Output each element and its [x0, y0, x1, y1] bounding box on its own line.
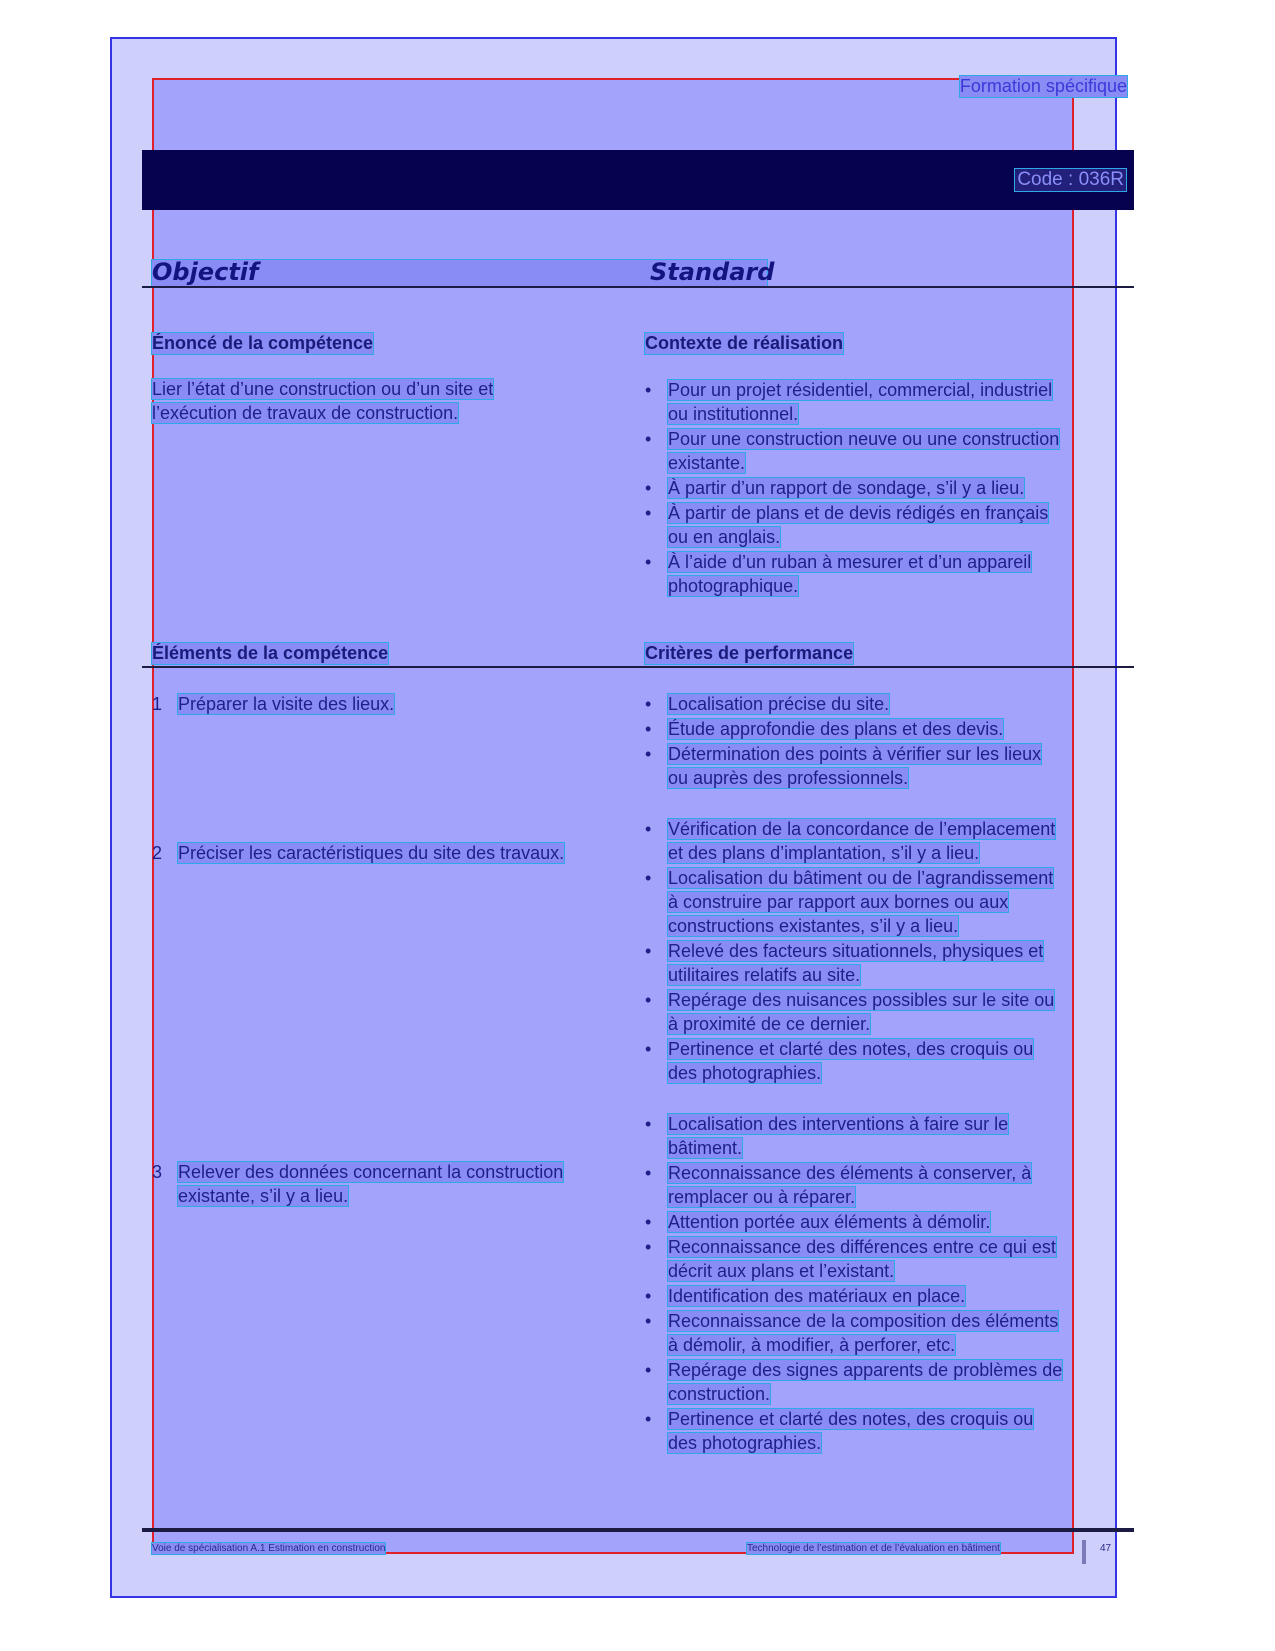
list-item: • Attention portée aux éléments à démolir. [645, 1210, 1115, 1234]
section-label: Formation spécifique [959, 76, 1127, 96]
footer-rule [142, 1528, 1134, 1532]
list-item: • Repérage des nuisances possibles sur le site ou à proximité de ce dernier. [645, 988, 1115, 1036]
statement-line: l’exécution de travaux de construction. [152, 403, 459, 423]
list-item: • À l’aide d’un ruban à mesurer et d’un appareil photographique. [645, 550, 1115, 598]
criteria-list-2 [645, 817, 1115, 1086]
list-item: • Localisation précise du site. [645, 692, 1115, 716]
context-list [645, 378, 1115, 599]
list-item: • Relevé des facteurs situationnels, physiques et utilitaires relatifs au site. [645, 939, 1115, 987]
statement-line: Lier l’état d’une construction ou d’un site et [152, 379, 494, 399]
header-banner [142, 150, 1134, 210]
elements-label: Éléments de la compétence [152, 643, 389, 663]
standard-heading: Standard [650, 258, 775, 286]
criteria-list-3 [645, 1112, 1115, 1456]
list-item: • À partir d’un rapport de sondage, s’il y a lieu. [645, 476, 1115, 500]
list-item: • Pertinence et clarté des notes, des croquis ou des photographies. [645, 1037, 1115, 1085]
objectif-heading: Objectif [152, 258, 259, 286]
list-item: • Pertinence et clarté des notes, des croquis ou des photographies. [645, 1407, 1115, 1455]
statement-label: Énoncé de la compétence [152, 333, 374, 353]
list-item: • Pour un projet résidentiel, commercial, industriel ou institutionnel. [645, 378, 1115, 426]
criteria-list-1 [645, 692, 1115, 791]
list-item: • Étude approfondie des plans et des devis. [645, 717, 1115, 741]
list-item: • Reconnaissance des éléments à conserver, à remplacer ou à réparer. [645, 1161, 1115, 1209]
program-code: Code : 036R [1017, 169, 1124, 190]
header-rule [142, 286, 1134, 288]
criteria-label: Critères de performance [645, 643, 854, 663]
elements-rule [142, 666, 1134, 668]
statement-text [152, 377, 622, 425]
footer-left: Voie de spécialisation A.1 Estimation en construction [152, 1543, 386, 1554]
list-item: • Détermination des points à vérifier sur les lieux ou auprès des professionnels. [645, 742, 1115, 790]
element-2: 2 Préciser les caractéristiques du site des travaux. [152, 843, 565, 863]
list-item: • Localisation du bâtiment ou de l’agrandissement à construire par rapport aux bornes ou aux constructions existantes, s’il y a lieu. [645, 866, 1115, 938]
element-1: 1 Préparer la visite des lieux. [152, 694, 395, 714]
list-item: • Identification des matériaux en place. [645, 1284, 1115, 1308]
page-number: 47 [1100, 1543, 1112, 1554]
context-label: Contexte de réalisation [645, 333, 844, 353]
element-3: 3 Relever des données concernant la construction existante, s’il y a lieu. [152, 1162, 564, 1206]
footer-right: Technologie de l’estimation et de l’évaluation en bâtiment [747, 1543, 1000, 1554]
list-item: • À partir de plans et de devis rédigés en français ou en anglais. [645, 501, 1115, 549]
list-item: • Repérage des signes apparents de problèmes de construction. [645, 1358, 1115, 1406]
list-item: • Reconnaissance de la composition des éléments à démolir, à modifier, à perforer, etc. [645, 1309, 1115, 1357]
list-item: • Reconnaissance des différences entre ce qui est décrit aux plans et l’existant. [645, 1235, 1115, 1283]
page-marker [1082, 1540, 1086, 1564]
list-item: • Vérification de la concordance de l’emplacement et des plans d’implantation, s’il y a lieu. [645, 817, 1115, 865]
list-item: • Localisation des interventions à faire sur le bâtiment. [645, 1112, 1115, 1160]
list-item: • Pour une construction neuve ou une construction existante. [645, 427, 1115, 475]
